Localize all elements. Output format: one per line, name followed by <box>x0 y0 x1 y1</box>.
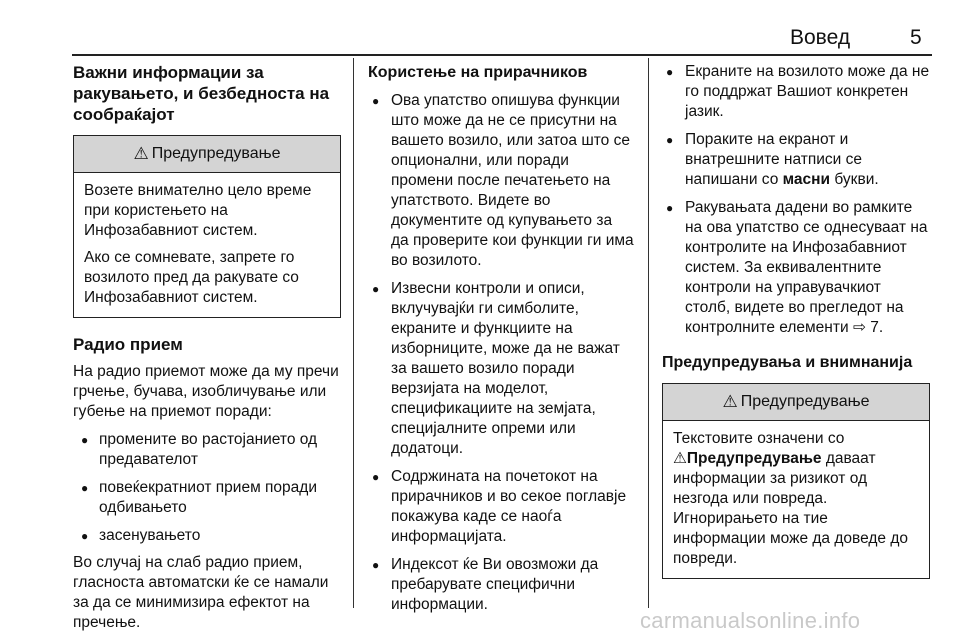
watermark: carmanualsonline.info <box>640 608 861 633</box>
radio-outro: Во случај на слаб радио прием, гласноста автоматски ќе се намали за да се минимизира ефектот на пречење. <box>73 554 329 631</box>
warning-triangle-icon: ⚠ <box>133 144 149 163</box>
warning-box-body <box>74 173 340 317</box>
column-3 <box>662 62 930 579</box>
arrow-ref-icon: ⇨ <box>852 319 866 336</box>
list-item: ● засенувањето <box>73 526 341 546</box>
warning-text-2: Ако се сомневате, запрете го возилото пред да ракувате со Инфозабавниот систем. <box>84 249 299 306</box>
warning-text-1: Возете внимателно цело време при користењето на Инфозабавниот систем. <box>84 182 312 239</box>
warning-box-header <box>663 384 929 421</box>
warning-box-header <box>74 136 340 173</box>
warning-box-1 <box>73 135 341 318</box>
list-item: ● Извесни контроли и описи, вклучувајќи ги симболите, екраните и функциите на изборниците, може да не важат за вашето возило поради верзијата на моделот, спецификациите на земјата, специјалните опреми или додатоци. <box>368 279 634 459</box>
section-heading-radio: Радио прием <box>73 335 183 354</box>
warning-title: Предупредување <box>740 393 870 410</box>
column-2 <box>368 62 634 615</box>
list-item: ● Индексот ќе Ви овозможи да пребарувате специфични информации. <box>368 555 634 615</box>
section-heading-manual: Користење на прирачников <box>368 64 588 81</box>
page-reference[interactable]: 7. <box>870 319 884 336</box>
manual-list <box>368 91 634 615</box>
section-heading-safety: Важни информации за ракувањето, и безбедноста на сообраќајот <box>73 63 330 124</box>
list-item-text: букви. <box>834 171 879 188</box>
header-title: Вовед <box>790 26 851 49</box>
list-item-text: Пораките на екранот и внатрешните натписи се напишани со <box>685 131 862 188</box>
header-rule <box>72 54 932 56</box>
page-number: 5 <box>910 26 922 49</box>
list-item: ● Содржината на почетокот на прирачников и во секое поглавје покажува каде се наоѓа информацијата. <box>368 467 634 547</box>
list-item <box>662 198 930 338</box>
list-item: ● Ова упатство опишува функции што може да не се присутни на вашето возило, или затоа што се опционални, или поради промени после печатењето на упатството. Видете во документите од купувањето за да проверите кои функции ги има во возилото. <box>368 91 634 271</box>
warning-box-2 <box>662 383 930 579</box>
bold-text: масни <box>782 171 831 188</box>
warning-triangle-icon: ⚠ <box>722 392 738 411</box>
warning-triangle-icon: ⚠ <box>673 450 687 467</box>
list-item: ● промените во растојанието од предавателот <box>73 430 341 470</box>
list-item: ● повеќекратниот прием поради одбивањето <box>73 478 341 518</box>
warning-text-part: даваат информации за ризикот од незгода или повреда. Игнорирањето на тие информации може да доведе до повреди. <box>673 450 908 567</box>
section-heading-warnings: Предупредувања и внимнанија <box>662 354 913 371</box>
list-item-text: Ракувањата дадени во рамките на ова упатство се однесуваат на контролите на Инфозабавниот систем. За еквивалентните контроли на управувачкиот столб, видете во прегледот на контролните елементи <box>685 199 928 336</box>
list-item: ● Екраните на возилото може да не го поддржат Вашиот конкретен јазик. <box>662 62 930 122</box>
radio-intro: На радио приемот може да му пречи грчење, бучава, изобличување или губење на приемот поради: <box>73 363 339 420</box>
warning-text <box>673 429 919 569</box>
list-item <box>662 130 930 190</box>
warning-text-part: Текстовите означени со <box>673 430 845 447</box>
column-1 <box>73 62 341 633</box>
bold-text: Предупредување <box>686 450 822 467</box>
page-header <box>0 0 960 56</box>
manual-list-continued <box>662 62 930 338</box>
warning-box-body <box>663 421 929 578</box>
radio-list <box>73 430 341 546</box>
column-divider-2 <box>648 58 649 608</box>
warning-title: Предупредување <box>151 145 281 162</box>
column-divider-1 <box>353 58 354 608</box>
